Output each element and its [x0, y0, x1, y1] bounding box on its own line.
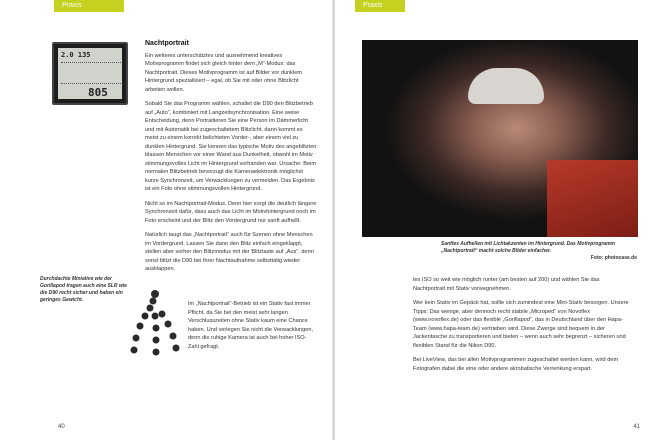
- photo-credit: Foto: photocase.de: [590, 255, 637, 261]
- paragraph: tes ISO so weit wie möglich runter (am besten auf 200) und wählen Sie das Nachtportrait mit Stativ vorwegnehmen.: [413, 277, 600, 292]
- paragraph: Ein weiteres unterschätztes und ausnehmend kreatives Motivprogramm findet sich gleich hinter dem „M“-Modus: das Nachtportrait. Dieses Motivprogramm ist auf Bilder vor dunklem Hintergrund spezialisiert – egal, ob Sie mit oder ohne Blitzlicht arbeiten wollen.: [145, 52, 302, 93]
- camera-lcd-image: [52, 42, 128, 105]
- main-text-right: [413, 276, 633, 379]
- page-number: 41: [633, 424, 640, 430]
- lcd-screen: [58, 48, 122, 99]
- page-number: 40: [58, 424, 65, 430]
- photo-caption: Sanftes Aufhellen mit Lichtakzenten im Hintergrund. Das Motivprogramm „Nachtportrait“ macht solche Bilder einfacher.: [441, 241, 616, 254]
- paragraph: Natürlich taugt das „Nachtportrait“ auch für Szenen ohne Menschen im Vordergrund. Lassen Sie dann den Blitz einfach eingeklappt, stellen aber vorher den Blitzmodus mit der Blitztaste auf „Aus“, denn sonst blitzt die D90 bei Ihrer Nachtaufnahme selbsttätig wieder ausklappen.: [145, 232, 314, 272]
- portrait-photo: [362, 40, 638, 237]
- paragraph: Sobald Sie das Programm wählen, schaltet die D90 den Blitzbetrieb auf „Auto“, kombiniert mit Langzeitsynchronisation. Eine weise Entscheidung, denn Portraitieren Sie eine Person im Dämmerlicht und mit Automatik bei zugeschaltetem Blitzlicht, dann kommt es meist zu einem korrekt belichteten Vorder-, aber einem viel zu dunklen Hintergrund. Sie kennen das typische Motiv des angeblitzten blassen Menschen vor einer Wand aus Dunkelheit, obwohl im Motiv stimmungsvolles Licht im Hintergrund vorhanden war. Ursache: Beim normalen Blitzbetrieb bevorzugt die Kameraelektronik möglichst kurze Synchronzeit, um Verwacklungen zu vermeiden. Das Ergebnis ist ein Foto ohne stimmungsvollen Hintergrund.: [145, 101, 317, 192]
- paragraph: Nicht so im Nachtportrait-Modus. Denn hier sorgt die deutlich längere Synchronzeit dafür, dass auch das Licht im Motivhintergrund noch im Foto erscheint und der Blitz den Vordergrund nur sanft aufhellt.: [145, 200, 317, 224]
- section-tab: Praxis: [54, 0, 124, 12]
- lcd-shot-count: 805: [88, 86, 108, 99]
- left-page: [0, 0, 333, 440]
- paragraph: Wer kein Stativ im Gepäck hat, sollte sich zumindest eine Mini-Stativ besorgen. Unsere Tipps: Das wenige, aber dennoch recht stabile „Microped“ von Novoflex (www.novoflex.de) oder das flexible „Gorillapod“, das in Deutschland über den Hapa-Team (www.hapa-team.de) vertrieben wird. Diese Zwerge sind bequem in der Jackentasche zu transportieren und bieten – wenn auch sehr begrenzt – sicheren und flexiblen Stand für die Nikon D90.: [413, 300, 629, 349]
- paragraph: Bei LiveView, das bei allen Motivprogrammen zugeschaltet werden kann, wird dem Fotografen dabei die eine oder andere akrobatische Verrenkung erspart.: [413, 357, 619, 372]
- lcd-top-readout: 2.0 135: [61, 51, 91, 59]
- photo-hair: [468, 68, 544, 104]
- gorillapod-caption: Durchdachte Miniative wie der Gorillapod tragen auch eine SLR wie die D90 recht sicher und haben ein geringes Gewicht.: [40, 276, 127, 303]
- photo-shirt: [547, 160, 638, 237]
- gorillapod-image: [128, 286, 182, 364]
- right-page: [335, 0, 668, 440]
- lcd-grid: [61, 62, 121, 84]
- section-heading: Nachtportrait: [145, 40, 189, 47]
- main-text-left: [145, 40, 317, 280]
- paragraph: Im „Nachtportrait“-Betrieb ist ein Stativ fast immer Pflicht, da Sie bei den meist sehr langen Verschlusszeiten ohne Stativ kaum eine Chance haben. Und verlegen Sie nicht die Verwacklungen, denn die ruhige Kamera ist auch bei hoher ISO-Zahl gefragt.: [188, 301, 314, 350]
- section-tab: Praxis: [355, 0, 405, 12]
- main-text-left-bottom: [188, 300, 316, 357]
